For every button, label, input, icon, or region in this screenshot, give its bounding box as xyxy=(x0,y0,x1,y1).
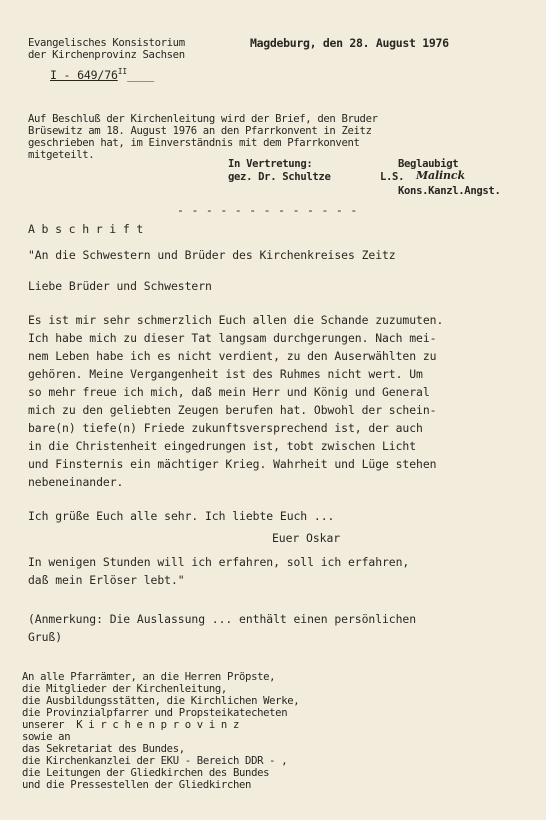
distribution-line: und die Pressestellen der Gliedkirchen xyxy=(22,779,252,791)
letter-salutation: Liebe Brüder und Schwestern xyxy=(28,279,212,293)
dashed-divider: - - - - - - - - - - - - - xyxy=(177,203,358,217)
letter-body-line: nem Leben habe ich es nicht verdient, zu den Auserwählten zu xyxy=(28,349,437,363)
letter-body-line: nebeneinander. xyxy=(28,475,124,489)
letter-body-line: und Finsternis ein mächtiger Krieg. Wahrheit und Lüge stehen xyxy=(28,457,437,471)
handwritten-signature: Malinck xyxy=(416,169,465,182)
in-vertretung: In Vertretung: xyxy=(228,158,313,170)
intro-line: Brüsewitz am 18. August 1976 an den Pfarrkonvent in Zeitz xyxy=(28,125,372,137)
distribution-line: die Provinzialpfarrer und Propsteikatecheten xyxy=(22,707,288,719)
place-date: Magdeburg, den 28. August 1976 xyxy=(250,36,449,50)
note-line: Gruß) xyxy=(28,630,63,644)
distribution-line: An alle Pfarrämter, an die Herren Pröpste, xyxy=(22,671,276,683)
letter-body-line: Ich habe mich zu dieser Tat langsam durchgerungen. Nach mei- xyxy=(28,331,437,345)
distribution-line: sowie an xyxy=(22,731,71,743)
letter-closing: Euer Oskar xyxy=(272,531,341,545)
signer: gez. Dr. Schultze xyxy=(228,171,331,183)
letter-address: "An die Schwestern und Brüder des Kirchenkreises Zeitz xyxy=(28,248,396,262)
reference-number-suffix: II xyxy=(117,67,128,76)
ls-mark: L.S. xyxy=(380,171,405,183)
letter-body-line: mich zu den geliebten Zeugen berufen hat. Obwohl der schein- xyxy=(28,403,437,417)
letter-greeting: Ich grüße Euch alle sehr. Ich liebte Euch ... xyxy=(28,509,335,523)
intro-line: Auf Beschluß der Kirchenleitung wird der Brief, den Bruder xyxy=(28,113,378,125)
beglaubigt: Beglaubigt xyxy=(398,158,459,170)
letter-final-line: In wenigen Stunden will ich erfahren, soll ich erfahren, xyxy=(28,555,410,569)
distribution-line: unserer K i r c h e n p r o v i n z xyxy=(22,719,240,731)
distribution-line: die Mitglieder der Kirchenleitung, xyxy=(22,683,227,695)
org-line-2: der Kirchenprovinz Sachsen xyxy=(28,49,185,61)
org-line-1: Evangelisches Konsistorium xyxy=(28,37,185,49)
signer-position: Kons.Kanzl.Angst. xyxy=(398,185,501,197)
letter-body-line: Es ist mir sehr schmerzlich Euch allen die Schande zuzumuten. xyxy=(28,313,444,327)
reference-number-text: I - 649/76 xyxy=(50,68,118,82)
note-line: (Anmerkung: Die Auslassung ... enthält einen persönlichen xyxy=(28,612,417,626)
letter-body-line: so mehr freue ich mich, daß mein Herr und König und General xyxy=(28,385,430,399)
letter-body-line: in die Christenheit eingedrungen ist, tobt zwischen Licht xyxy=(28,439,417,453)
copy-heading: A b s c h r i f t xyxy=(28,222,144,236)
intro-line: mitgeteilt. xyxy=(28,149,95,161)
distribution-line: die Ausbildungsstätten, die Kirchlichen Werke, xyxy=(22,695,300,707)
distribution-line: die Kirchenkanzlei der EKU - Bereich DDR - , xyxy=(22,755,288,767)
reference-number: I - $649/76^{II}\_\_\_\_$ xyxy=(50,67,155,82)
letter-body-line: gehören. Meine Vergangenheit ist des Ruhmes nicht wert. Um xyxy=(28,367,423,381)
intro-line: geschrieben hat, im Einverständnis mit dem Pfarrkonvent xyxy=(28,137,360,149)
letter-final-line: daß mein Erlöser lebt." xyxy=(28,573,185,587)
distribution-line: die Leitungen der Gliedkirchen des Bundes xyxy=(22,767,270,779)
distribution-line: das Sekretariat des Bundes, xyxy=(22,743,185,755)
letter-body-line: bare(n) tiefe(n) Friede zukunftsversprechend ist, der auch xyxy=(28,421,423,435)
